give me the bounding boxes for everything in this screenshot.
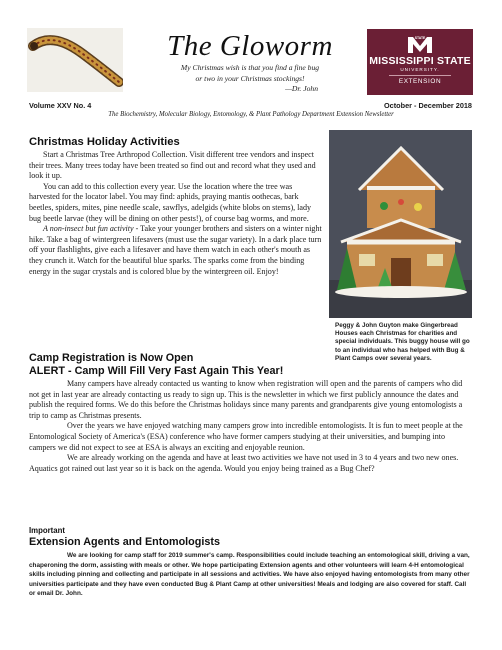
wish-line-1: My Christmas wish is that you find a fine bug	[180, 63, 320, 72]
holiday-paragraph-2: You can add to this collection every year. Use the location where the tree was harvested for the locator label. You may find: aphids, praying mantis oothecas, bark beetles, spiders, mites, pine needle scale, sawflys, adelgids (white blobs on stems), lady bug beetle larvae (they will be dining on other pests!), of course bag worms, and more.	[29, 181, 312, 223]
masthead	[130, 30, 370, 94]
issue-dates: October - December 2018	[383, 101, 472, 110]
msu-name: MISSISSIPPI STATE	[369, 55, 471, 67]
article-body-registration	[29, 379, 473, 474]
msu-state-mark: STATE	[414, 36, 426, 41]
article-heading-alert: ALERT - Camp Will Fill Very Fast Again This Year!	[29, 365, 284, 377]
article-heading-holiday: Christmas Holiday Activities	[29, 136, 180, 148]
msu-extension: EXTENSION	[389, 75, 451, 86]
article-heading-registration: Camp Registration is Now Open	[29, 352, 194, 364]
caterpillar-illustration	[27, 28, 123, 92]
newsletter-title: The Gloworm	[167, 30, 333, 62]
agents-paragraph: We are looking for camp staff for 2019 summer's camp. Responsibilities could include teaching an entomological skill, driving a van, chaperoning the dorm, assisting with meals or other. We hope participating Extension agents and other volunteers will learn 4-H entomological skills including pinning and collecting and participate in all sessions and activities. We have also enjoyed having entomologists from many other universities participate and they have even conducted Bug & Plant Camp at other universities! Meals and lodging are also covered for staff. Call or email Dr. John.	[29, 552, 470, 597]
registration-paragraph-3: We are already working on the agenda and have at least two activities we have not used in 3 to 4 years and two new ones. Aquatics got rained out last year so it is back on the agenda. Would you enjoy being trained as a Bug Chef?	[29, 453, 459, 473]
photo-caption: Peggy & John Guyton make Gingerbread Houses each Christmas for charities and special individuals. This buggy house will go to an individual who has helped with Bug & Plant Camps over several years.	[335, 322, 470, 362]
holiday-paragraph-3-text: - Take your younger brothers and sisters on a winter night hike. Take a bag of wintergreen lifesavers (must use the sugar variety). In a dark place turn off your flashlights, give each a lifesaver and have them watch in each other's mouth as they crunch it. Watch for the beautiful blue sparks. The sparks come from the binding energy in the sugar crystals and is colored blue by the wintergreen oil. Enjoy!	[29, 224, 322, 276]
gingerbread-house-illustration	[329, 130, 472, 318]
registration-paragraph-1: Many campers have already contacted us wanting to know when registration will open and the parents of campers who did not get in last year are already contacting us ready to sign up. This is the newsletter in which we first publicly announce the dates and publish the required forms. We do this before the Christmas holidays since many parents and grandparents give young entomologists a trip to camp as Christmas presents.	[29, 379, 463, 420]
gingerbread-house-photo	[329, 130, 472, 318]
registration-paragraph-2: Over the years we have enjoyed watching many campers grow into incredible entomologists. It is fun to meet people at the Entomological Society of America's (ESA) conference who have former campers studying at their universities, and bumping into campers we did not expect to see at ESA is always an exciting and enjoyable reunion.	[29, 421, 463, 452]
holiday-paragraph-1: Start a Christmas Tree Arthropod Collection. Visit different tree vendors and inspect their trees. Many trees today have been treated so find out and record what they used and look it up.	[29, 150, 316, 181]
msu-university: UNIVERSITY.	[400, 67, 440, 72]
caterpillar-photo	[27, 28, 123, 92]
wish-line-2: or two in your Christmas stockings!	[195, 74, 305, 83]
msu-extension-logo	[367, 29, 473, 95]
volume-number: Volume XXV No. 4	[29, 101, 92, 110]
holiday-paragraph-3-lead: A non-insect but fun activity	[43, 224, 134, 234]
signature: —Dr. John	[285, 84, 318, 93]
department-line: The Biochemistry, Molecular Biology, Entomology, & Plant Pathology Department Extension Newsletter	[108, 111, 394, 118]
article-heading-agents: Extension Agents and Entomologists	[29, 536, 220, 548]
article-body-holiday	[29, 150, 322, 277]
important-kicker: Important	[29, 526, 65, 535]
holiday-paragraph-3	[29, 224, 322, 277]
msu-m-emblem-icon	[407, 34, 433, 54]
